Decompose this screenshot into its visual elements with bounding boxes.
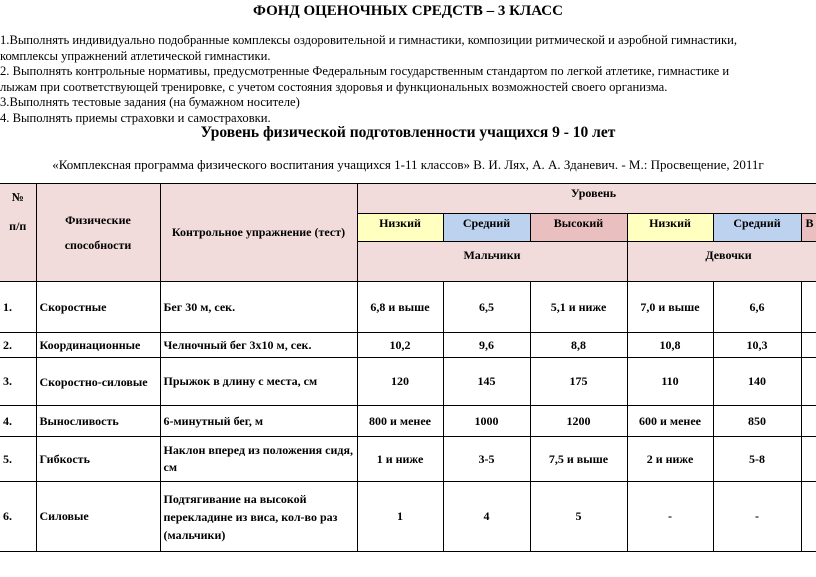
level-low-girls: Низкий [627,214,713,242]
level-low-boys: Низкий [357,214,443,242]
cell-boys-mid: 145 [443,358,530,406]
cell-boys-low: 1 и ниже [357,437,443,482]
row-exercise: 6-минутный бег, м [160,406,357,437]
cell-boys-low: 10,2 [357,333,443,358]
cell-boys-high: 8,8 [530,333,627,358]
cell-girls-high [801,358,816,406]
cell-girls-low: - [627,482,713,552]
table-row [0,333,816,358]
list-line: лыжам при соответствующей тренировке, с учетом состояния здоровья и функциональных возможностей своего организма. [0,79,668,94]
table-row [0,482,816,552]
gender-boys: Мальчики [357,242,627,282]
row-exercise: Челночный бег 3х10 м, сек. [160,333,357,358]
requirements-list [0,33,816,127]
cell-girls-low: 10,8 [627,333,713,358]
list-line: 3.Выполнять тестовые задания (на бумажном носителе) [0,95,300,110]
row-number: 4. [0,406,36,437]
cell-boys-high: 5 [530,482,627,552]
row-ability: Гибкость [36,437,160,482]
document-title: ФОНД ОЦЕНОЧНЫХ СРЕДСТВ – 3 КЛАСС [253,3,563,19]
cell-boys-high: 175 [530,358,627,406]
level-mid-boys: Средний [443,214,530,242]
table-row [0,282,816,333]
cell-boys-mid: 3-5 [443,437,530,482]
row-ability: Скоростные [36,282,160,333]
cell-girls-low: 2 и ниже [627,437,713,482]
cell-boys-high: 5,1 и ниже [530,282,627,333]
row-exercise: Бег 30 м, сек. [160,282,357,333]
cell-girls-mid: 6,6 [713,282,801,333]
list-line: 1.Выполнять индивидуально подобранные комплексы оздоровительной и гимнастики, композиции ритмической и аэробной гимнастики, [0,33,737,47]
cell-girls-low: 7,0 и выше [627,282,713,333]
col-header-ability-bottom: способности [64,237,132,252]
source-citation: «Комплексная программа физического воспитания учащихся 1-11 классов» В. И. Лях, А. А. Зданевич. - М.: Просвещение, 2011г [52,157,764,172]
table-row [0,437,816,482]
level-mid-girls: Средний [713,214,801,242]
level-high-girls: В [801,214,816,242]
col-header-number-bottom: п/п [9,219,27,233]
col-header-exercise: Контрольное упражнение (тест) [160,184,357,282]
row-ability: Координационные [36,333,160,358]
list-line: комплексы упражнений атлетической гимнастики. [0,48,271,63]
col-header-level: Уровень [357,184,816,214]
cell-boys-low: 800 и менее [357,406,443,437]
col-header-number-top: № [11,190,24,204]
cell-girls-high [801,482,816,552]
cell-boys-mid: 9,6 [443,333,530,358]
cell-girls-low: 600 и менее [627,406,713,437]
cell-girls-low: 110 [627,358,713,406]
row-number: 2. [0,333,36,358]
col-header-ability-top: Физические [65,212,131,227]
cell-boys-high: 1200 [530,406,627,437]
row-ability: Скоростно-силовые [36,358,160,406]
level-high-boys: Высокий [530,214,627,242]
cell-girls-mid: 850 [713,406,801,437]
cell-girls-mid: 5-8 [713,437,801,482]
cell-boys-low: 6,8 и выше [357,282,443,333]
cell-girls-mid: 140 [713,358,801,406]
cell-boys-high: 7,5 и выше [530,437,627,482]
cell-girls-mid: - [713,482,801,552]
table-row [0,406,816,437]
header-row [0,184,816,214]
cell-girls-high [801,282,816,333]
cell-boys-mid: 4 [443,482,530,552]
row-number: 6. [0,482,36,552]
col-header-ability [36,184,160,282]
row-ability: Выносливость [36,406,160,437]
fitness-levels-table [0,183,816,552]
cell-girls-mid: 10,3 [713,333,801,358]
cell-boys-low: 1 [357,482,443,552]
row-number: 5. [0,437,36,482]
row-number: 3. [0,358,36,406]
row-exercise: Подтягивание на высокой перекладине из виса, кол-во раз (мальчики) [160,482,357,552]
col-header-number [0,184,36,282]
cell-boys-low: 120 [357,358,443,406]
cell-girls-high [801,333,816,358]
gender-girls: Девочки [627,242,816,282]
row-ability: Силовые [36,482,160,552]
list-line: 4. Выполнять приемы страховки и самостраховки. [0,110,271,125]
table-row [0,358,816,406]
cell-girls-high [801,406,816,437]
section-title: Уровень физической подготовленности учащихся 9 - 10 лет [200,124,616,141]
list-line: 2. Выполнять контрольные нормативы, предусмотренные Федеральным государственным стандартом по легкой атлетике, гимнастике и [0,64,730,79]
row-number: 1. [0,282,36,333]
cell-girls-high [801,437,816,482]
row-exercise: Наклон вперед из положения сидя, см [160,437,357,482]
row-exercise: Прыжок в длину с места, см [160,358,357,406]
cell-boys-mid: 6,5 [443,282,530,333]
cell-boys-mid: 1000 [443,406,530,437]
